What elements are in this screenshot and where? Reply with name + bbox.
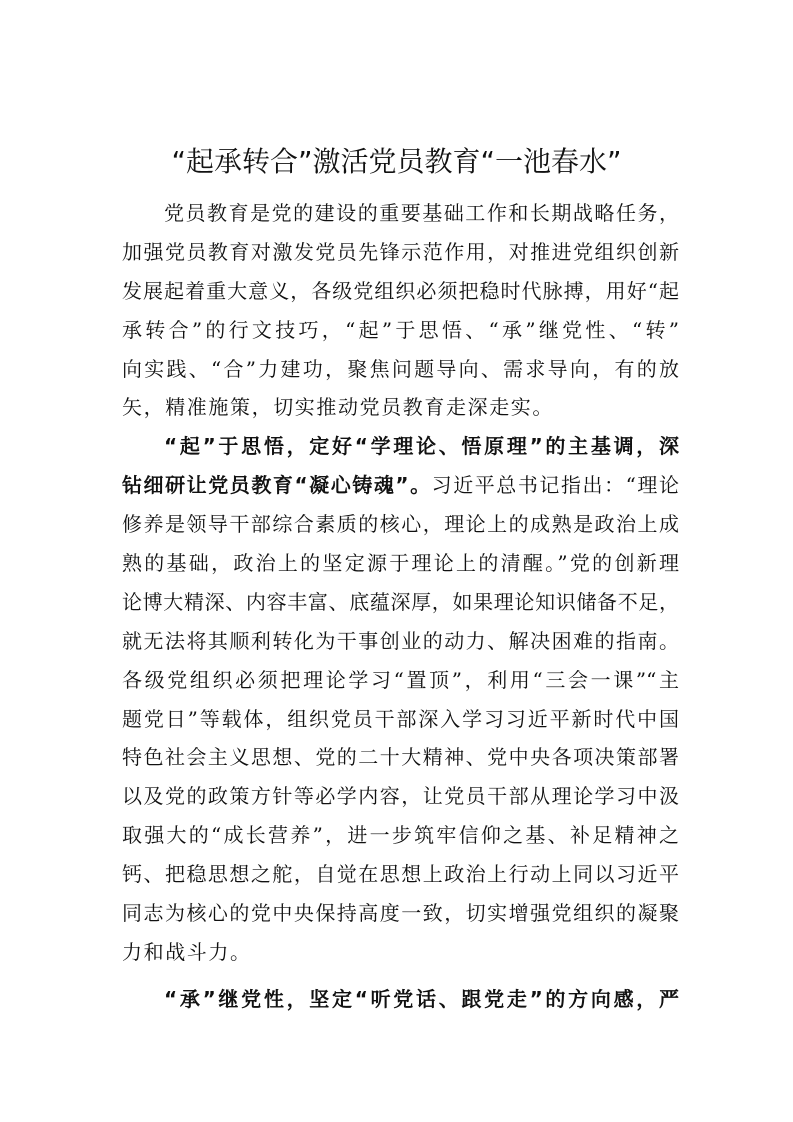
section-heading-line: “承”继党性，坚定“听党话、跟党走”的方向感，严 bbox=[164, 986, 679, 1011]
text-line: 承转合”的行文技巧，“起”于思悟、“承”继党性、“转” bbox=[122, 317, 679, 342]
text-line: 同志为核心的党中央保持高度一致，切实增强党组织的凝聚 bbox=[122, 901, 679, 926]
document-body bbox=[122, 194, 679, 1019]
text-span: 习近平总书记指出：“理论 bbox=[431, 473, 679, 498]
text-line: 题党日”等载体，组织党员干部深入学习习近平新时代中国 bbox=[122, 706, 679, 731]
text-line: 发展起着重大意义，各级党组织必须把稳时代脉搏，用好“起 bbox=[122, 278, 679, 303]
document-title: “起承转合”激活党员教育“一池春水” bbox=[171, 145, 622, 178]
text-line: 加强党员教育对激发党员先锋示范作用，对推进党组织创新 bbox=[122, 239, 679, 264]
text-line: 论博大精深、内容丰富、底蕴深厚，如果理论知识储备不足， bbox=[122, 589, 679, 614]
text-line: 矢，精准施策，切实推动党员教育走深走实。 bbox=[122, 395, 554, 420]
text-line: 各级党组织必须把理论学习“置顶”，利用“三会一课”“主 bbox=[122, 667, 679, 692]
text-line: 向实践、“合”力建功，聚焦问题导向、需求导向，有的放 bbox=[122, 356, 679, 381]
section-heading-line: “起”于思悟，定好“学理论、悟原理”的主基调，深 bbox=[164, 434, 679, 459]
text-line: 取强大的“成长营养”，进一步筑牢信仰之基、补足精神之 bbox=[122, 823, 679, 848]
text-line: 就无法将其顺利转化为干事创业的动力、解决困难的指南。 bbox=[122, 628, 679, 653]
text-line: 力和战斗力。 bbox=[122, 939, 252, 964]
paragraph-qi bbox=[122, 427, 679, 971]
text-line: 以及党的政策方针等必学内容，让党员干部从理论学习中汲 bbox=[122, 784, 679, 809]
paragraph-intro bbox=[122, 194, 679, 427]
text-line: 修养是领导干部综合素质的核心，理论上的成熟是政治上成 bbox=[122, 512, 679, 537]
text-line bbox=[122, 466, 679, 505]
text-line: 党员教育是党的建设的重要基础工作和长期战略任务， bbox=[164, 201, 679, 225]
section-heading-tail: 钻细研让党员教育“凝心铸魂”。 bbox=[122, 473, 432, 498]
paragraph-cheng bbox=[122, 980, 679, 1019]
text-line: 特色社会主义思想、党的二十大精神、党中央各项决策部署 bbox=[122, 745, 679, 770]
text-line: 钙、把稳思想之舵，自觉在思想上政治上行动上同以习近平 bbox=[122, 862, 679, 887]
text-line: 熟的基础，政治上的坚定源于理论上的清醒。”党的创新理 bbox=[122, 551, 679, 576]
